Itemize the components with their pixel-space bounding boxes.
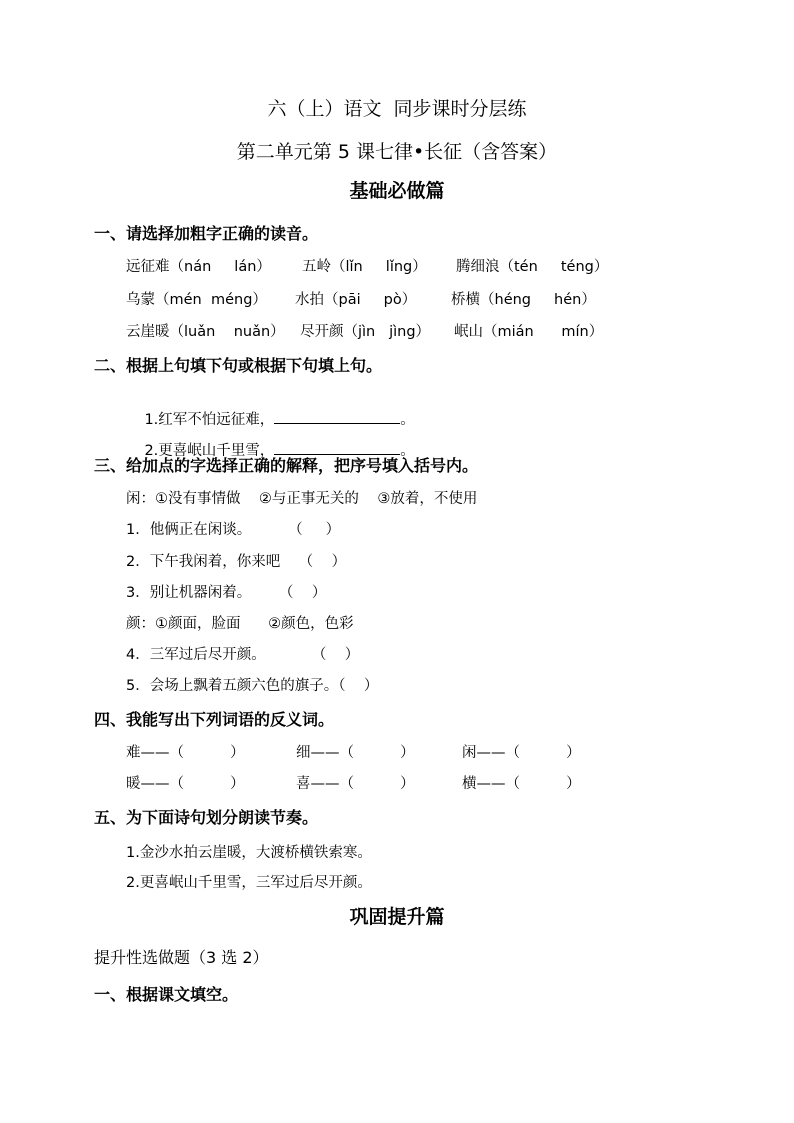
q5-item: 2.更喜岷山千里雪，三军过后尽开颜。 <box>126 875 372 891</box>
section-advanced-heading: 巩固提升篇 <box>349 906 445 928</box>
advanced-subtitle: 提升性选做题（3 选 2） <box>94 948 269 967</box>
q1-item: 乌蒙（mén méng） <box>126 292 267 308</box>
q3-item: 4．三军过后尽开颜。 （ ） <box>126 647 360 663</box>
q1-item: 云崖暖（luǎn nuǎn） <box>126 324 285 340</box>
q4-item: 闲——（ ） <box>462 745 581 761</box>
page-title: 六（上）语文 同步课时分层练 <box>267 98 527 120</box>
q2-heading: 二、根据上句填下句或根据下句填上句。 <box>94 356 383 375</box>
q1-item: 桥横（héng hén） <box>451 292 596 308</box>
q3-item: 5．会场上飘着五颜六色的旗子。（ ） <box>126 678 379 694</box>
q1-item: 岷山（mián mín） <box>454 324 604 340</box>
lesson-title: 第二单元第 5 课七律•长征（含答案） <box>236 141 558 163</box>
q2-item: 1.红军不怕远征难， 。 <box>126 394 415 442</box>
section-basic-heading: 基础必做篇 <box>349 180 445 202</box>
advanced-q1-heading: 一、根据课文填空。 <box>94 985 239 1004</box>
q3-item: 2．下午我闲着，你来吧 （ ） <box>126 554 347 570</box>
q1-item: 水拍（pāi pò） <box>295 292 417 308</box>
q1-item: 腾细浪（tén téng） <box>456 259 609 275</box>
q3-heading: 三、给加点的字选择正确的解释，把序号填入括号内。 <box>94 456 479 475</box>
q4-item: 细——（ ） <box>296 745 415 761</box>
q1-heading: 一、请选择加粗字正确的读音。 <box>94 224 319 243</box>
q1-item: 尽开颜（jìn jìng） <box>300 324 431 340</box>
q4-item: 横——（ ） <box>462 776 581 792</box>
q1-item: 远征难（nán lán） <box>126 259 271 275</box>
q3-item: 3．别让机器闲着。 （ ） <box>126 585 327 601</box>
q5-item: 1.金沙水拍云崖暖，大渡桥横铁索寒。 <box>126 845 372 861</box>
q4-item: 喜——（ ） <box>296 776 415 792</box>
q3-definitions: 颜：①颜面，脸面 ②颜色，色彩 <box>126 616 354 632</box>
q2-item: 2.更喜岷山千里雪， 。 <box>126 425 415 473</box>
q3-item: 1．他俩正在闲谈。 （ ） <box>126 522 341 538</box>
q4-item: 暖——（ ） <box>126 776 245 792</box>
q3-definitions: 闲：①没有事情做 ②与正事无关的 ③放着，不使用 <box>126 491 478 507</box>
q4-item: 难——（ ） <box>126 745 245 761</box>
q5-heading: 五、为下面诗句划分朗读节奏。 <box>94 808 319 827</box>
q4-heading: 四、我能写出下列词语的反义词。 <box>94 710 335 729</box>
answer-blank[interactable] <box>274 440 400 455</box>
q1-item: 五岭（lǐn lǐng） <box>302 259 427 275</box>
answer-blank[interactable] <box>274 409 400 424</box>
